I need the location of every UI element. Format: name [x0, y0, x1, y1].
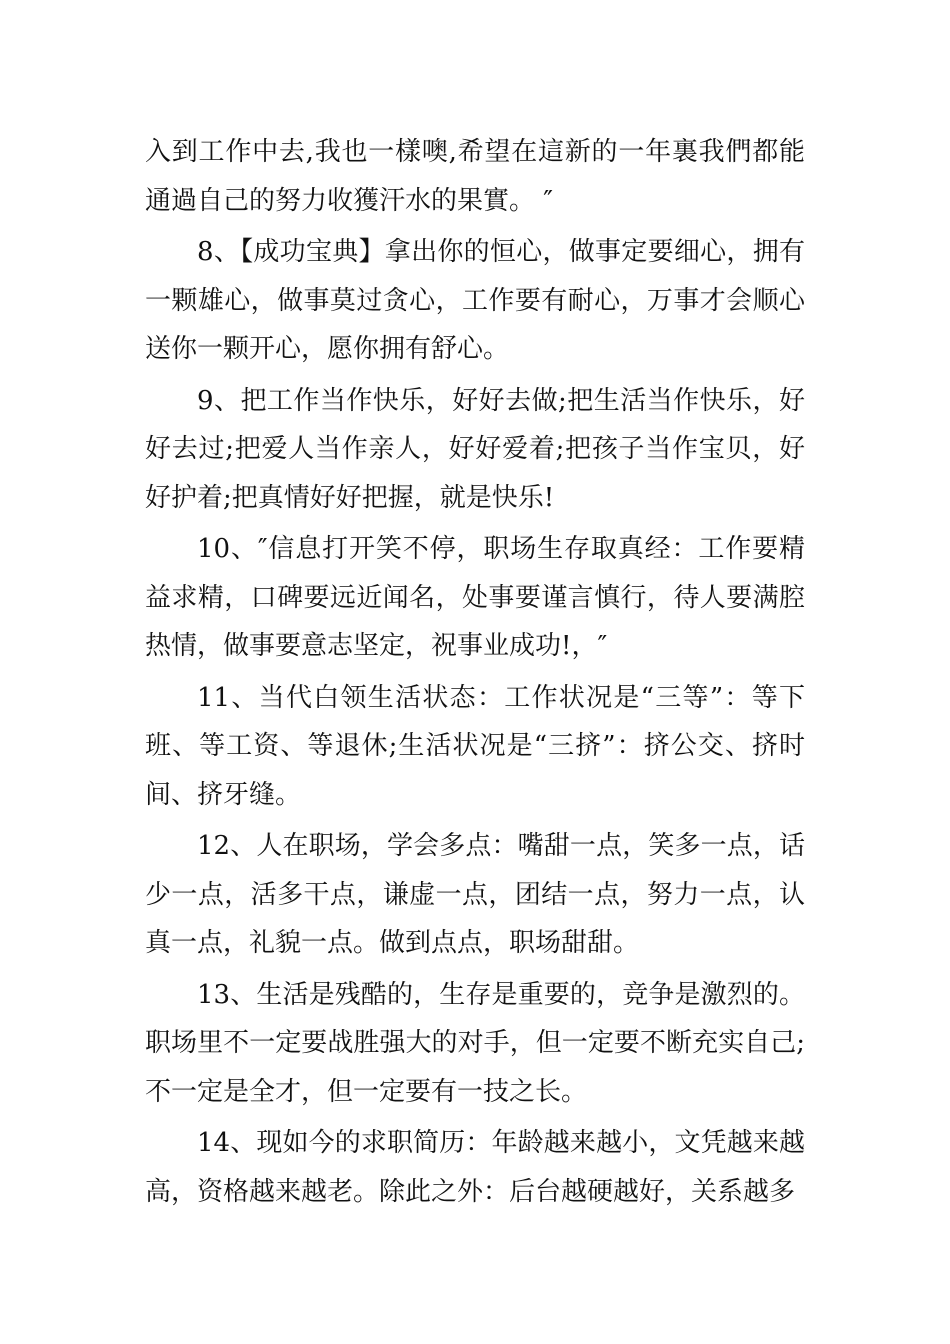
paragraph-14: 14、现如今的求职简历：年龄越来越小，文凭越来越高，资格越来越老。除此之外：后台越硬越好，关系越多 [145, 1128, 805, 1207]
paragraph-8: 8、【成功宝典】拿出你的恒心，做事定要细心，拥有一颗雄心，做事莫过贪心，工作要有耐心，万事才会顺心送你一颗开心，愿你拥有舒心。 [145, 237, 805, 364]
paragraph-9: 9、把工作当作快乐，好好去做;把生活当作快乐，好好去过;把爱人当作亲人，好好爱着;把孩子当作宝贝，好好护着;把真情好好把握，就是快乐! [145, 385, 805, 513]
paragraph-continuation: 入到工作中去,我也一樣噢,希望在這新的一年裏我們都能通過自己的努力收獲汗水的果實。 ″ [145, 137, 805, 216]
paragraph-13: 13、生活是残酷的，生存是重要的，竞争是激烈的。职场里不一定要战胜强大的对手，但一定要不断充实自己;不一定是全才，但一定要有一技之长。 [145, 979, 805, 1107]
paragraph-10: 10、″信息打开笑不停，职场生存取真经：工作要精益求精，口碑要远近闻名，处事要谨言慎行，待人要满腔热情，做事要意志坚定，祝事业成功!，″ [145, 534, 805, 661]
paragraph-12: 12、人在职场，学会多点：嘴甜一点，笑多一点，话少一点，活多干点，谦虚一点，团结一点，努力一点，认真一点，礼貌一点。做到点点，职场甜甜。 [145, 831, 805, 958]
document-body [145, 128, 805, 1219]
paragraph-11: 11、当代白领生活状态：工作状况是“三等”：等下班、等工资、等退休;生活状况是“三挤”：挤公交、挤时间、挤牙缝。 [145, 682, 805, 810]
